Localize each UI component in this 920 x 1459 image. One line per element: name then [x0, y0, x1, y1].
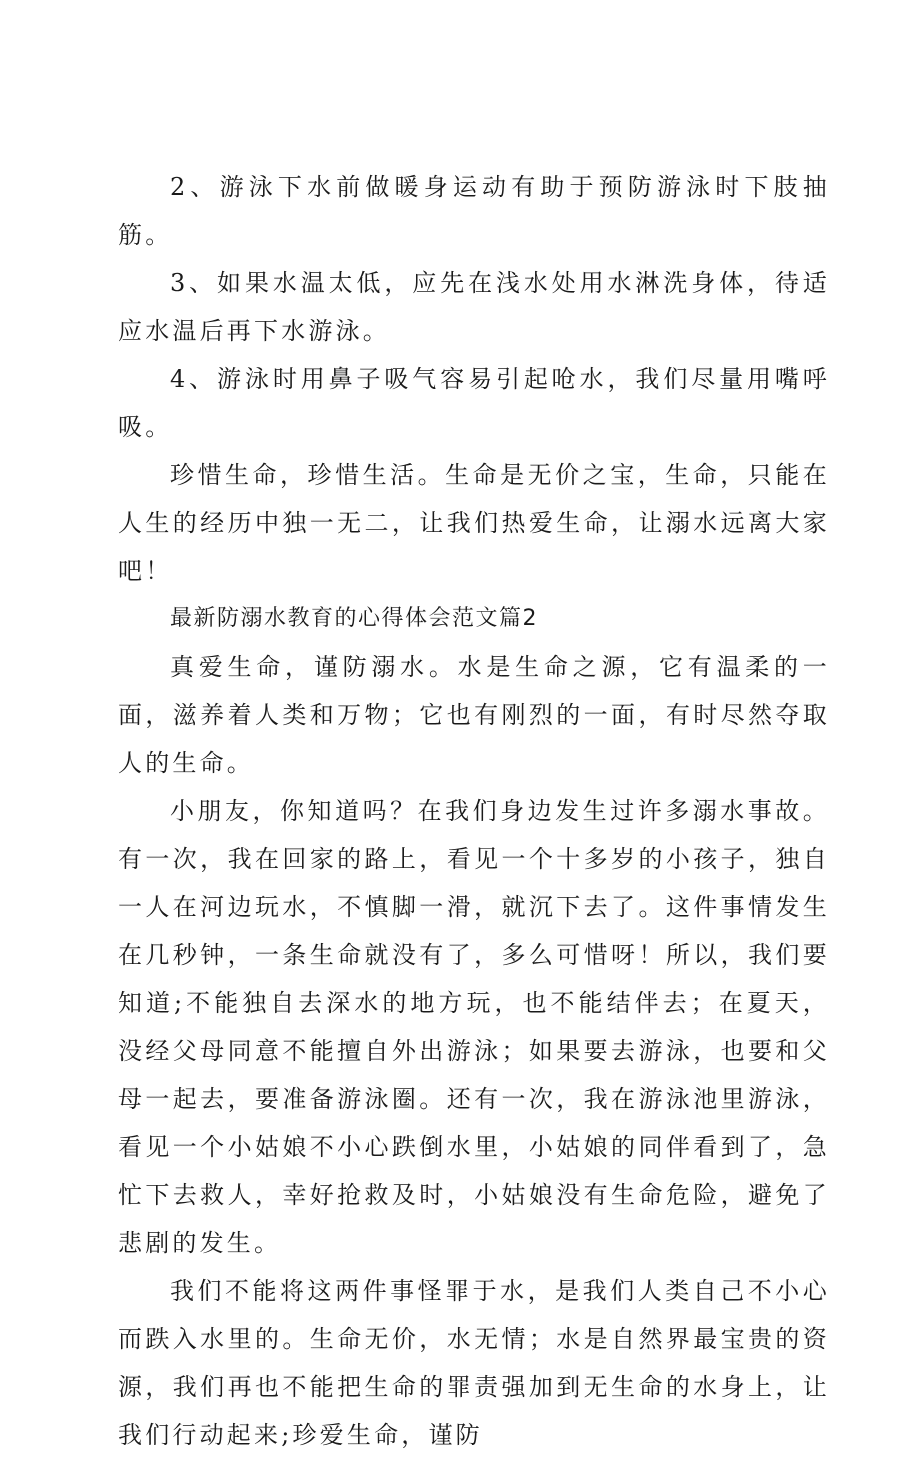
paragraph-reflection: 我们不能将这两件事怪罪于水，是我们人类自己不小心而跌入水里的。生命无价，水无情；水是自然界最宝贵的资源，我们再也不能把生命的罪责强加到无生命的水身上，让我们行动起来;珍爱生命，谨防	[118, 1277, 830, 1449]
paragraph-conclusion: 珍惜生命，珍惜生活。生命是无价之宝，生命，只能在人生的经历中独一无二，让我们热爱生命，让溺水远离大家吧！	[118, 461, 830, 585]
paragraph-intro: 真爱生命，谨防溺水。水是生命之源，它有温柔的一面，滋养着人类和万物；它也有刚烈的一面，有时尽然夺取人的生命。	[118, 653, 830, 777]
paragraph-tip-2: 2、游泳下水前做暖身运动有助于预防游泳时下肢抽筋。	[118, 173, 830, 249]
paragraph-tip-3: 3、如果水温太低，应先在浅水处用水淋洗身体，待适应水温后再下水游泳。	[118, 269, 830, 345]
paragraph-story: 小朋友，你知道吗？在我们身边发生过许多溺水事故。有一次，我在回家的路上，看见一个十多岁的小孩子，独自一人在河边玩水，不慎脚一滑，就沉下去了。这件事情发生在几秒钟，一条生命就没有了，多么可惜呀！所以，我们要知道;不能独自去深水的地方玩，也不能结伴去；在夏天，没经父母同意不能擅自外出游泳；如果要去游泳，也要和父母一起去，要准备游泳圈。还有一次，我在游泳池里游泳，看见一个小姑娘不小心跌倒水里，小姑娘的同伴看到了，急忙下去救人，幸好抢救及时，小姑娘没有生命危险，避免了悲剧的发生。	[118, 797, 830, 1257]
section-heading: 最新防溺水教育的心得体会范文篇2	[170, 606, 538, 631]
paragraph-tip-4: 4、游泳时用鼻子吸气容易引起呛水，我们尽量用嘴呼吸。	[118, 365, 830, 441]
document-body	[118, 163, 830, 1459]
